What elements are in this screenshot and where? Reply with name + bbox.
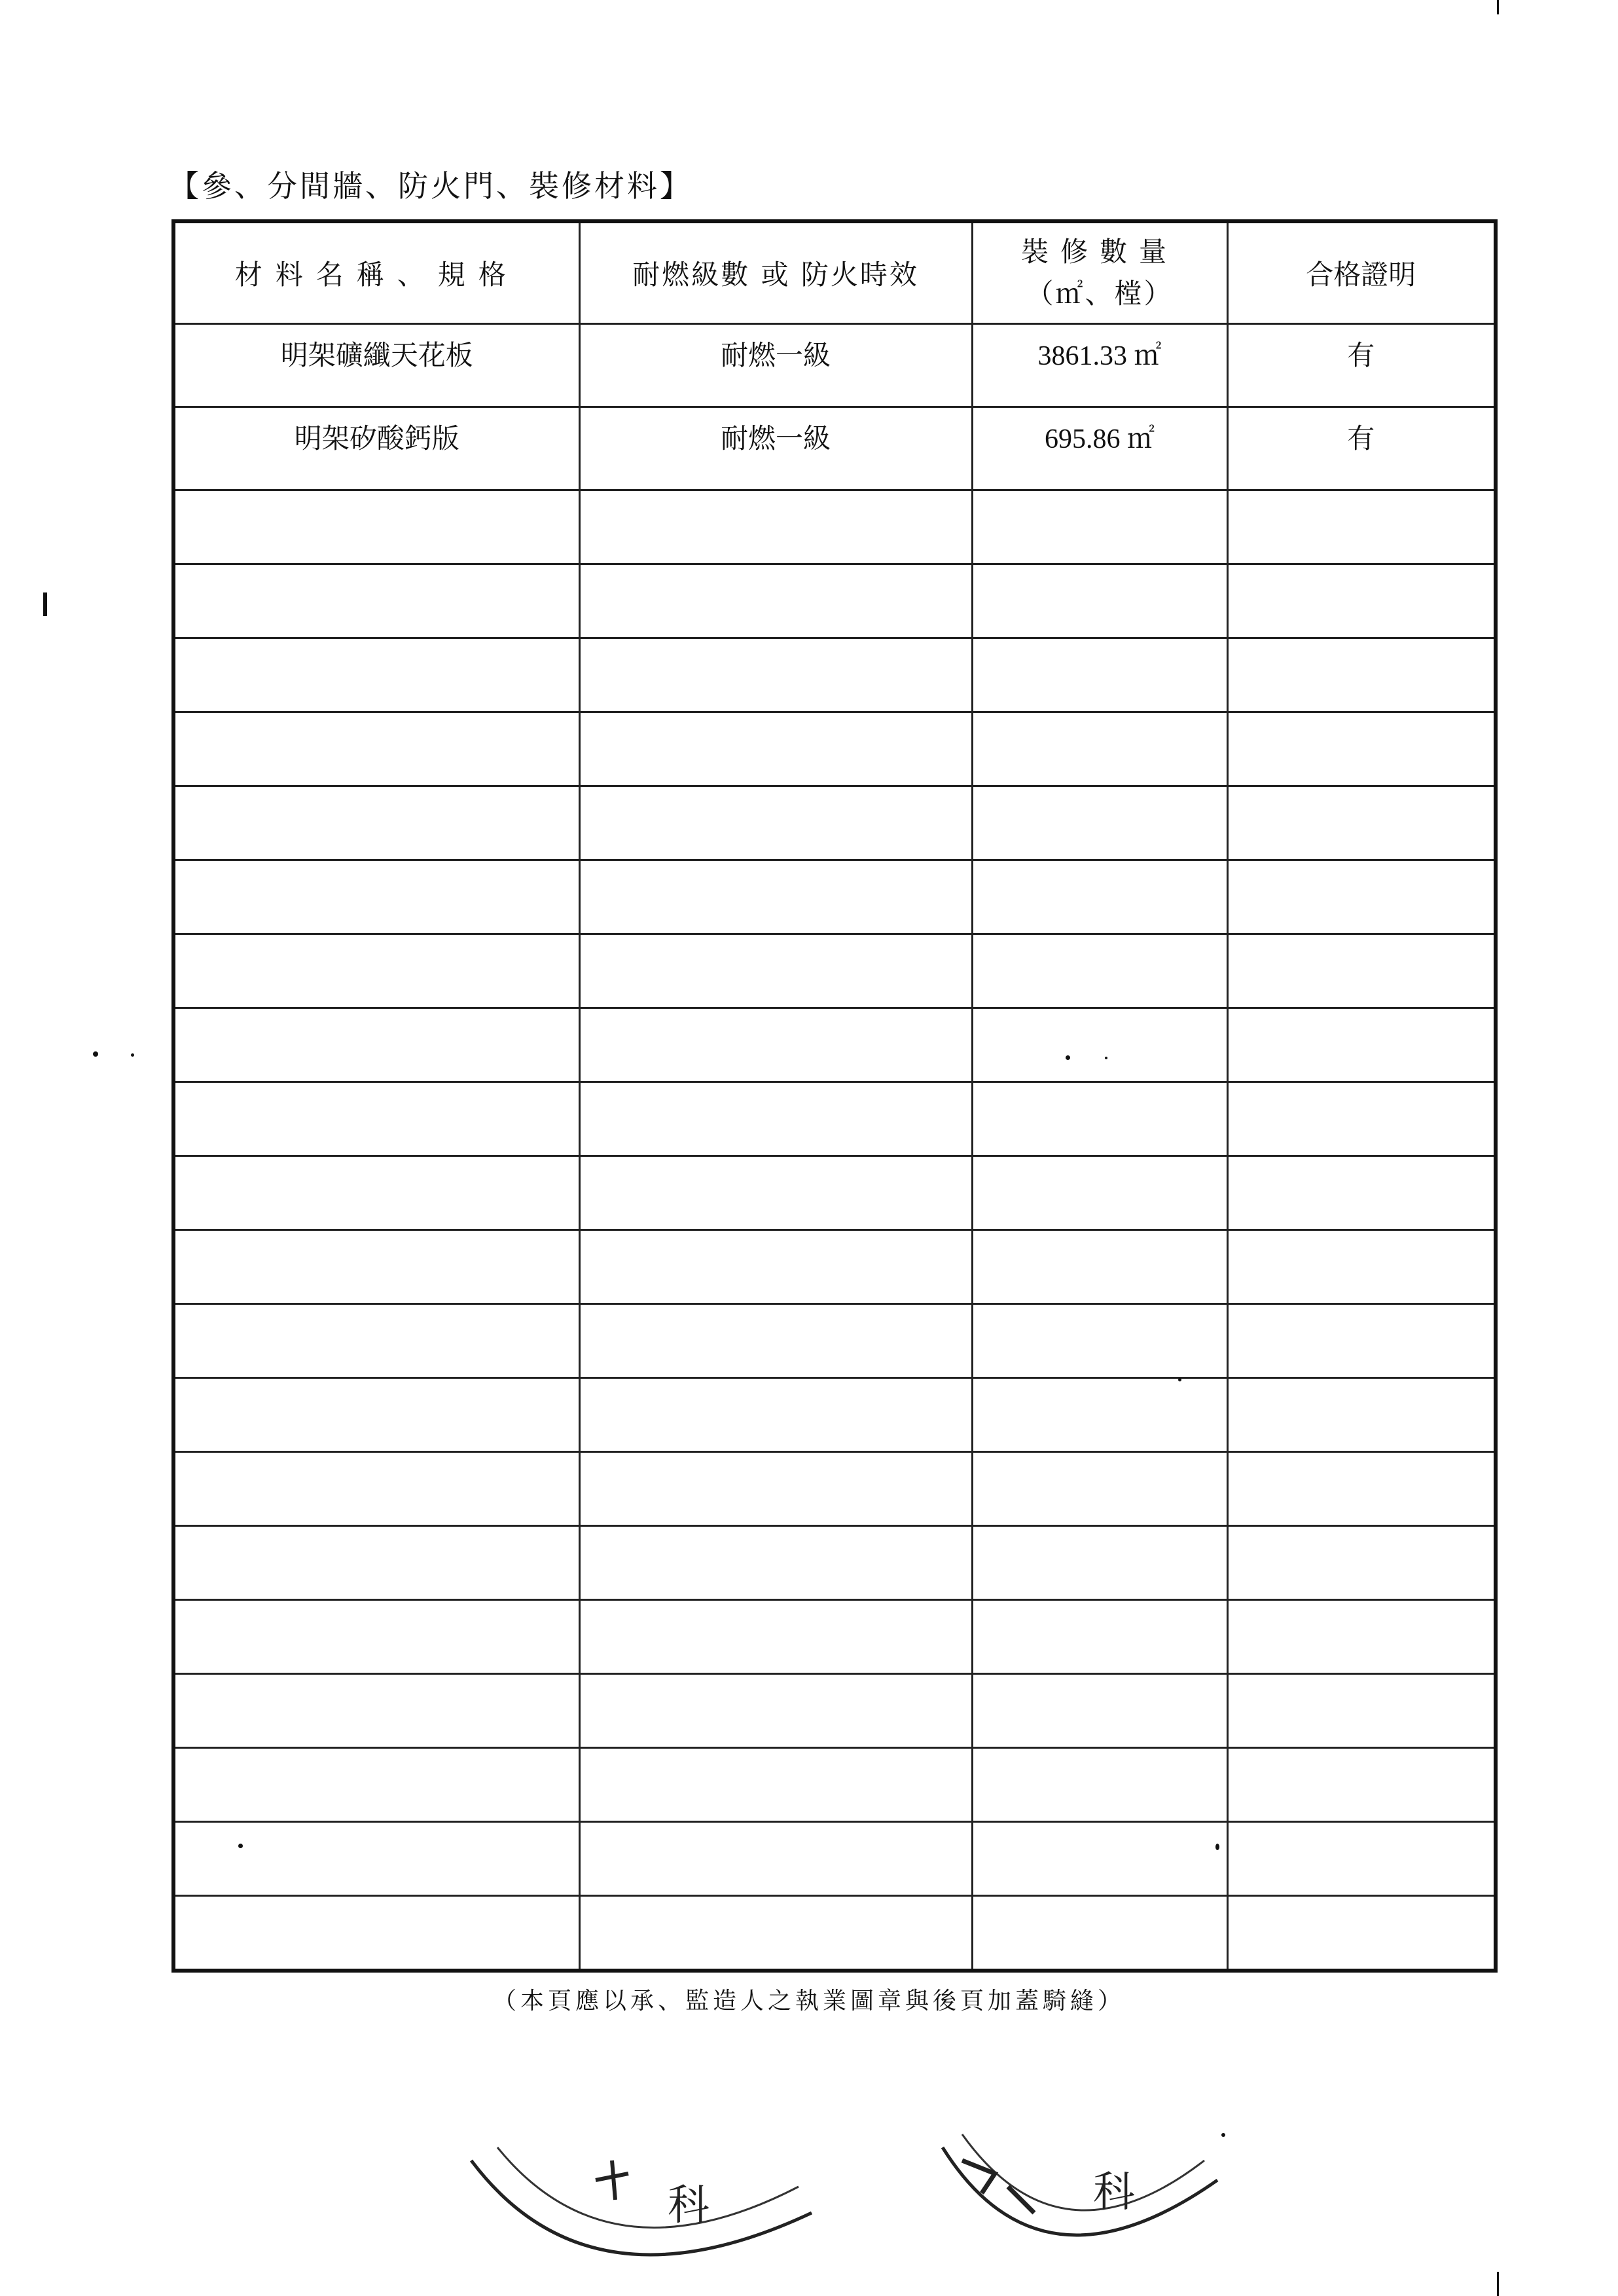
cell-fire-rating-empty bbox=[579, 712, 972, 786]
cell-fire-rating-empty bbox=[579, 1082, 972, 1156]
header-fire-rating: 耐燃級數 或 防火時效 bbox=[579, 221, 972, 324]
header-quantity-title: 裝修數量 bbox=[1020, 236, 1178, 268]
empty-table-row bbox=[173, 564, 1496, 638]
empty-table-row bbox=[173, 1082, 1496, 1156]
cell-fire-rating-empty bbox=[579, 1600, 972, 1674]
cell-quantity-empty bbox=[972, 1378, 1227, 1452]
cell-fire-rating-empty bbox=[579, 1304, 972, 1378]
cell-certificate-empty bbox=[1227, 860, 1496, 934]
cell-certificate-empty bbox=[1227, 1674, 1496, 1748]
cell-certificate-empty bbox=[1227, 638, 1496, 712]
header-quantity bbox=[972, 221, 1227, 324]
cell-material-name-empty bbox=[173, 1452, 579, 1526]
cell-certificate-empty bbox=[1227, 1452, 1496, 1526]
cell-quantity-empty bbox=[972, 1526, 1227, 1600]
cell-quantity-empty bbox=[972, 1452, 1227, 1526]
cell-fire-rating-empty bbox=[579, 1526, 972, 1600]
left-seal-text: 科 bbox=[668, 2181, 710, 2230]
empty-table-row bbox=[173, 1008, 1496, 1082]
cell-quantity-empty bbox=[972, 1674, 1227, 1748]
scan-speck bbox=[238, 1844, 243, 1848]
cell-quantity-empty bbox=[972, 638, 1227, 712]
empty-table-row bbox=[173, 1896, 1496, 1971]
cell-quantity-empty bbox=[972, 564, 1227, 638]
cell-material-name-empty bbox=[173, 1674, 579, 1748]
cell-certificate-empty bbox=[1227, 1748, 1496, 1822]
header-material-name: 材料名稱、規格 bbox=[173, 221, 579, 324]
cell-material-name-empty bbox=[173, 490, 579, 564]
cell-fire-rating-empty bbox=[579, 786, 972, 860]
cell-quantity-empty bbox=[972, 786, 1227, 860]
empty-table-row bbox=[173, 712, 1496, 786]
cell-certificate: 有 bbox=[1227, 324, 1496, 407]
cell-certificate-empty bbox=[1227, 490, 1496, 564]
cell-quantity: 3861.33 ㎡ bbox=[972, 324, 1227, 407]
empty-table-row bbox=[173, 1822, 1496, 1896]
cell-quantity-empty bbox=[972, 1748, 1227, 1822]
cell-certificate-empty bbox=[1227, 1822, 1496, 1896]
header-quantity-unit: （㎡、樘） bbox=[1026, 278, 1174, 310]
empty-table-row bbox=[173, 1156, 1496, 1230]
cell-fire-rating-empty bbox=[579, 934, 972, 1008]
cell-material-name-empty bbox=[173, 1230, 579, 1304]
empty-table-row bbox=[173, 490, 1496, 564]
cell-material-name-empty bbox=[173, 1822, 579, 1896]
header-certificate: 合格證明 bbox=[1227, 221, 1496, 324]
page-title: 【參、分間牆、防火門、裝修材料】 bbox=[169, 168, 692, 204]
cell-material-name-empty bbox=[173, 1600, 579, 1674]
cell-material-name-empty bbox=[173, 786, 579, 860]
cell-fire-rating-empty bbox=[579, 1008, 972, 1082]
scan-mark bbox=[43, 592, 47, 616]
table-header-row bbox=[173, 221, 1496, 324]
cell-quantity-empty bbox=[972, 1822, 1227, 1896]
cell-quantity-empty bbox=[972, 860, 1227, 934]
cell-fire-rating-empty bbox=[579, 638, 972, 712]
cell-fire-rating: 耐燃一級 bbox=[579, 324, 972, 407]
cell-material-name-empty bbox=[173, 1082, 579, 1156]
cell-fire-rating-empty bbox=[579, 1156, 972, 1230]
table-row bbox=[173, 407, 1496, 490]
cell-quantity: 695.86 ㎡ bbox=[972, 407, 1227, 490]
cell-quantity-empty bbox=[972, 1008, 1227, 1082]
cell-certificate-empty bbox=[1227, 1526, 1496, 1600]
left-seal-stamp bbox=[458, 2121, 825, 2296]
cell-material-name-empty bbox=[173, 934, 579, 1008]
right-seal-text: 科 bbox=[1093, 2168, 1135, 2217]
empty-table-row bbox=[173, 860, 1496, 934]
cell-certificate-empty bbox=[1227, 1156, 1496, 1230]
cell-material-name-empty bbox=[173, 1156, 579, 1230]
cell-certificate-empty bbox=[1227, 786, 1496, 860]
cell-material-name: 明架礦纖天花板 bbox=[173, 324, 579, 407]
cell-quantity-empty bbox=[972, 1600, 1227, 1674]
cell-quantity-empty bbox=[972, 712, 1227, 786]
cell-fire-rating-empty bbox=[579, 1822, 972, 1896]
cell-material-name-empty bbox=[173, 1304, 579, 1378]
cell-certificate-empty bbox=[1227, 712, 1496, 786]
scan-mark bbox=[1497, 2272, 1499, 2296]
cell-fire-rating-empty bbox=[579, 1748, 972, 1822]
empty-table-row bbox=[173, 1674, 1496, 1748]
footer-note: （本頁應以承、監造人之執業圖章與後頁加蓋騎縫） bbox=[492, 1988, 1125, 2014]
cell-quantity-empty bbox=[972, 1896, 1227, 1971]
table-row bbox=[173, 324, 1496, 407]
cell-fire-rating-empty bbox=[579, 1452, 972, 1526]
cell-certificate-empty bbox=[1227, 1600, 1496, 1674]
cell-quantity-empty bbox=[972, 1082, 1227, 1156]
cell-fire-rating-empty bbox=[579, 564, 972, 638]
empty-table-row bbox=[173, 1452, 1496, 1526]
scan-speck bbox=[1105, 1057, 1107, 1059]
cell-material-name-empty bbox=[173, 1748, 579, 1822]
cell-fire-rating-empty bbox=[579, 1674, 972, 1748]
empty-table-row bbox=[173, 1230, 1496, 1304]
cell-certificate: 有 bbox=[1227, 407, 1496, 490]
cell-material-name-empty bbox=[173, 1896, 579, 1971]
cell-certificate-empty bbox=[1227, 934, 1496, 1008]
cell-fire-rating-empty bbox=[579, 1230, 972, 1304]
scan-speck bbox=[1066, 1055, 1070, 1060]
cell-fire-rating-empty bbox=[579, 1378, 972, 1452]
cell-material-name-empty bbox=[173, 1378, 579, 1452]
scan-mark bbox=[1497, 0, 1499, 14]
cell-certificate-empty bbox=[1227, 1378, 1496, 1452]
cell-certificate-empty bbox=[1227, 1304, 1496, 1378]
cell-certificate-empty bbox=[1227, 1896, 1496, 1971]
cell-fire-rating-empty bbox=[579, 1896, 972, 1971]
cell-material-name-empty bbox=[173, 1008, 579, 1082]
scan-speck bbox=[1221, 2133, 1225, 2137]
cell-material-name-empty bbox=[173, 638, 579, 712]
cell-quantity-empty bbox=[972, 1230, 1227, 1304]
scan-speck bbox=[93, 1051, 98, 1057]
cell-fire-rating: 耐燃一級 bbox=[579, 407, 972, 490]
right-seal-stamp bbox=[936, 2121, 1224, 2296]
table-body bbox=[173, 324, 1496, 1971]
cell-certificate-empty bbox=[1227, 1230, 1496, 1304]
scan-speck bbox=[1215, 1844, 1219, 1850]
cell-fire-rating-empty bbox=[579, 490, 972, 564]
empty-table-row bbox=[173, 1526, 1496, 1600]
empty-table-row bbox=[173, 1378, 1496, 1452]
scan-speck bbox=[1178, 1378, 1181, 1381]
materials-table bbox=[171, 219, 1498, 1973]
empty-table-row bbox=[173, 1748, 1496, 1822]
empty-table-row bbox=[173, 786, 1496, 860]
cell-material-name-empty bbox=[173, 1526, 579, 1600]
cell-fire-rating-empty bbox=[579, 860, 972, 934]
cell-certificate-empty bbox=[1227, 1008, 1496, 1082]
cell-quantity-empty bbox=[972, 1304, 1227, 1378]
cell-quantity-empty bbox=[972, 934, 1227, 1008]
cell-material-name-empty bbox=[173, 860, 579, 934]
cell-material-name-empty bbox=[173, 712, 579, 786]
cell-material-name: 明架矽酸鈣版 bbox=[173, 407, 579, 490]
cell-quantity-empty bbox=[972, 1156, 1227, 1230]
cell-certificate-empty bbox=[1227, 1082, 1496, 1156]
empty-table-row bbox=[173, 638, 1496, 712]
cell-quantity-empty bbox=[972, 490, 1227, 564]
empty-table-row bbox=[173, 934, 1496, 1008]
empty-table-row bbox=[173, 1304, 1496, 1378]
empty-table-row bbox=[173, 1600, 1496, 1674]
cell-material-name-empty bbox=[173, 564, 579, 638]
scan-speck bbox=[131, 1053, 134, 1057]
cell-certificate-empty bbox=[1227, 564, 1496, 638]
